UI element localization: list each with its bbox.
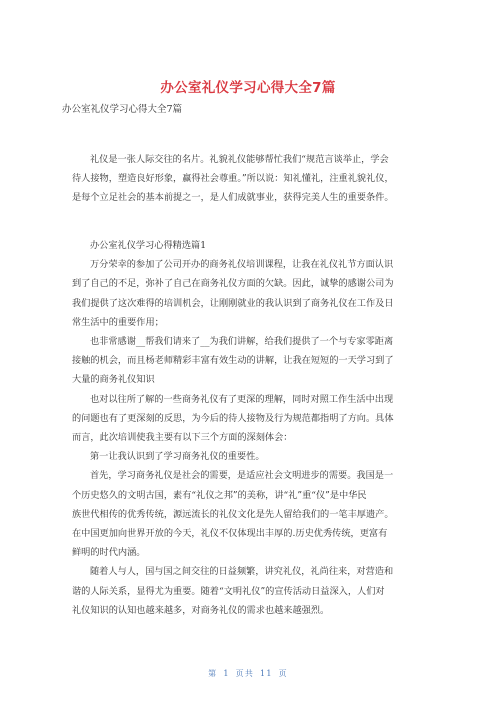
- document-subtitle: 办公室礼仪学习心得大全7篇: [62, 104, 183, 115]
- current-page-number: 1: [223, 669, 230, 678]
- text-line: 谐的人际关系，显得尤为重要。随着“文明礼仪”的宣传活动日益深入，人们对: [72, 585, 385, 597]
- text-line: 到了自己的不足，弥补了自己在商务礼仪方面的欠缺。因此，诚挚的感谢公司为: [72, 278, 394, 290]
- text-line: 是每个立足社会的基本前提之一，是人们成就事业，获得完美人生的重要条件。: [72, 192, 394, 204]
- text-line: 鲜明的时代内涵。: [72, 547, 146, 559]
- text-line: 的问题也有了更深刻的反思，为今后的待人接物及行为规范都指明了方向。具体: [72, 412, 394, 424]
- document-title: 办公室礼仪学习心得大全7篇: [160, 80, 336, 96]
- text-line: 首先，学习商务礼仪是社会的需要，是适应社会文明进步的需要。我国是一: [90, 470, 394, 482]
- intro-paragraph: [72, 150, 434, 208]
- text-line: 而言，此次培训使我主要有以下三个方面的深刻体会：: [72, 432, 293, 444]
- text-line: 待人接物，塑造良好形象，赢得社会尊重。”所以说：知礼懂礼，注重礼貌礼仪，: [72, 173, 394, 185]
- footer-label-page: 第: [208, 669, 218, 678]
- text-line: 常生活中的重要作用；: [72, 316, 164, 328]
- text-line: 也对以往所了解的一些商务礼仪有了更深的理解，同时对照工作生活中出现: [90, 393, 394, 405]
- text-line: 礼仪是一张人际交往的名片。礼貌礼仪能够帮忙我们“规范言谈举止，学会: [90, 154, 389, 165]
- footer-label-of: 页共: [235, 669, 255, 678]
- text-line: 个历史悠久的文明古国，素有“礼仪之邦”的美称，讲“礼”重“仪”是中华民: [72, 489, 367, 501]
- text-line: 在中国更加向世界开放的今天，礼仪不仅体现出丰厚的.历史优秀传统，更富有: [72, 528, 388, 540]
- section-heading: 办公室礼仪学习心得精选篇1: [90, 240, 207, 251]
- text-line: 接触的机会，而且杨老师精彩丰富有效生动的讲解，让我在短短的一天学习到了: [72, 355, 394, 367]
- text-line: 第一让我认识到了学习商务礼仪的重要性。: [90, 451, 265, 463]
- text-line: 大量的商务礼仪知识: [72, 374, 155, 386]
- text-line: 礼仪知识的认知也越来越多，对商务礼仪的需求也越来越强烈。: [72, 604, 330, 616]
- text-line: 万分荣幸的参加了公司开办的商务礼仪培训课程，让我在礼仪礼节方面认识: [90, 259, 394, 271]
- text-line: 我们提供了这次难得的培训机会，让刚刚就业的我认识到了商务礼仪在工作及日: [72, 297, 394, 309]
- page-footer: [0, 668, 496, 679]
- total-pages-number: 11: [260, 669, 273, 678]
- text-line: 随着人与人，国与国之间交往的日益频繁，讲究礼仪，礼尚往来，对营造和: [90, 566, 394, 578]
- body-section: [72, 236, 434, 620]
- text-line: 也非常感谢__帮我们请来了__为我们讲解，给我们提供了一个与专家零距离: [90, 336, 394, 348]
- footer-label-end: 页: [278, 669, 288, 678]
- text-line: 族世代相传的优秀传统，源远流长的礼仪文化是先人留给我们的一笔丰厚遗产。: [72, 508, 394, 520]
